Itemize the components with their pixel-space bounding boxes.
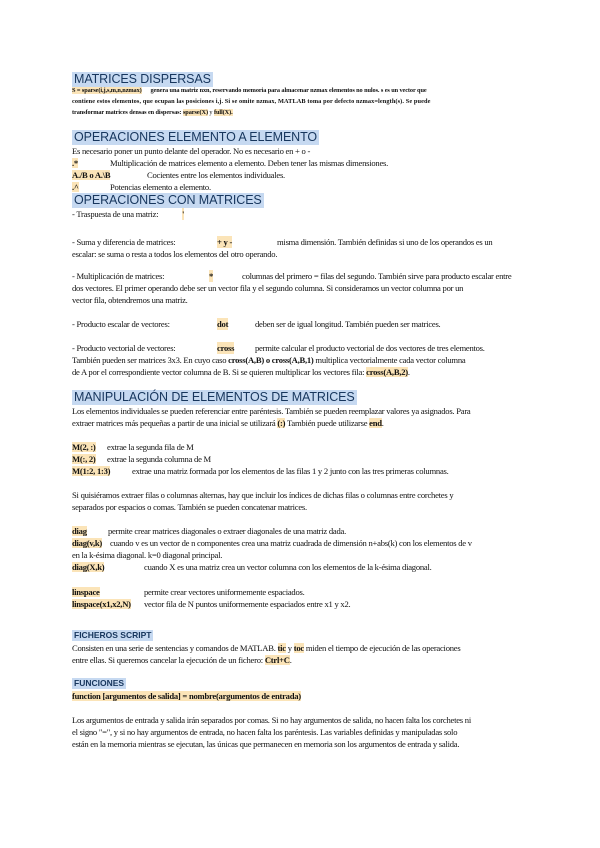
manip-p1-line-1: Los elementos individuales se pueden referenciar entre paréntesis. También se pueden reemplazar valores ya asignados. Para xyxy=(72,406,471,416)
heading-funciones: FUNCIONES xyxy=(74,678,125,688)
linspace2-row: linspace(x1,x2,N) vector fila de N puntos uniformemente espaciados entre x1 y x2. xyxy=(72,599,351,609)
idx-row-1: M(2, :) extrae la segunda fila de M xyxy=(72,442,194,452)
suma-line-1: - Suma y diferencia de matrices: + y - misma dimensión. También definidas si uno de los operandos es un xyxy=(72,237,493,247)
diag-row: diag permite crear matrices diagonales o extraer diagonales de una matriz dada. xyxy=(72,526,346,536)
heading-elemento-a-elemento: OPERACIONES ELEMENTO A ELEMENTO xyxy=(74,130,318,144)
diagvk-row: diag(v,k) cuando v es un vector de n componentes crea una matriz cuadrada de dimensión n+abs(k) con los elementos de v xyxy=(72,538,472,548)
suma-line-2: escalar: se suma o resta a todos los elementos del otro operando. xyxy=(72,249,278,259)
dot-line: - Producto escalar de vectores: dot deben ser de igual longitud. También pueden ser matrices. xyxy=(72,319,441,329)
sparse-line-2: contiene estos elementos, que ocupan las posiciones i,j. Si se omite nzmax, MATLAB toma por defecto nzmax=length(s). Se puede xyxy=(72,98,431,105)
sparse-code: S = sparse(i,j,s,m,n,nzmax) xyxy=(72,87,142,94)
diagXk-row: diag(X,k) cuando X es una matriz crea un vector columna con los elementos de la k-ésima diagonal. xyxy=(72,562,432,572)
elem-row-div: A./B o A.\B Cocientes entre los elementos individuales. xyxy=(72,170,285,180)
func-line-3: están en la memoria mientras se ejecutan, las únicas que permanecen en memoria son los argumentos de entrada y salida. xyxy=(72,739,460,749)
idx-row-2: M(:, 2) extrae la segunda columna de M xyxy=(72,454,211,464)
script-line-2: entre ellas. Si queremos cancelar la ejecución de un fichero: Ctrl+C. xyxy=(72,655,292,665)
func-line-2: el signo "=", y si no hay argumentos de entrada, no hacen falta los paréntesis. Las variables definidas y manipuladas solo xyxy=(72,727,458,737)
diagvk-line-2: en la k-ésima diagonal. k=0 diagonal principal. xyxy=(72,550,223,560)
func-line-1: Los argumentos de entrada y salida irán separados por comas. Si no hay argumentos de salida, no hacen falta los corchetes ni xyxy=(72,715,471,725)
idx-row-3: M(1:2, 1:3) extrae una matriz formada por los elementos de las filas 1 y 2 junto con las tres primeras columnas. xyxy=(72,466,449,476)
mult-line-2: dos vectores. El primer operando debe ser un vector fila y el segundo columna. Si consideramos un vector columna por un xyxy=(72,283,464,293)
heading-operaciones-matrices: OPERACIONES CON MATRICES xyxy=(74,193,262,207)
heading-manipulacion: MANIPULACIÓN DE ELEMENTOS DE MATRICES xyxy=(74,390,355,404)
heading-matrices-dispersas: MATRICES DISPERSAS xyxy=(74,72,211,86)
heading-ficheros-script: FICHEROS SCRIPT xyxy=(74,630,152,640)
cross-line-3: de A por el correspondiente vector columna de B. Si se quieren multiplicar los vectores fila: cross(A,B,2). xyxy=(72,367,410,377)
elem-intro: Es necesario poner un punto delante del operador. No es necesario en + o - xyxy=(72,146,311,156)
cross-line-2: También pueden ser matrices 3x3. En cuyo caso cross(A,B) o cross(A,B,1) multiplica vectorialmente cada vector columna xyxy=(72,355,466,365)
manip-p2-line-2: separados por espacios o comas. También se pueden concatenar matrices. xyxy=(72,502,307,512)
mult-line-3: vector fila, obtendremos una matriz. xyxy=(72,295,188,305)
cross-line-1: - Producto vectorial de vectores: cross permite calcular el producto vectorial de dos vectores de tres elementos. xyxy=(72,343,485,353)
elem-row-pow: .^ Potencias elemento a elemento. xyxy=(72,182,211,192)
manip-p2-line-1: Si quisiéramos extraer filas o columnas alternas, hay que incluir los índices de dichas filas o columnas entre corchetes y xyxy=(72,490,454,500)
linspace-row: linspace permite crear vectores uniformemente espaciados. xyxy=(72,587,305,597)
sparse-line-3: transformar matrices densas en dispersas: sparse(X) y full(X). xyxy=(72,109,233,116)
elem-row-mult: .* Multiplicación de matrices elemento a elemento. Deben tener las mismas dimensiones. xyxy=(72,158,389,168)
sparse-line-1: S = sparse(i,j,s,m,n,nzmax) genera una matriz nxn, reservando memoria para almacenar nzmax elementos no nulos. s es un vector que xyxy=(72,87,427,94)
mult-line-1: - Multiplicación de matrices: * columnas del primero = filas del segundo. También sirve para producto escalar entre xyxy=(72,271,512,281)
transp-line: - Traspuesta de una matriz: ' xyxy=(72,209,185,219)
manip-p1-line-2: extraer matrices más pequeñas a partir de una inicial se utilizará (:) También puede utilizarse end. xyxy=(72,418,384,428)
function-signature: function [argumentos de salida] = nombre(argumentos de entrada) xyxy=(72,691,301,701)
script-line-1: Consisten en una serie de sentencias y comandos de MATLAB. tic y toc miden el tiempo de ejecución de las operaciones xyxy=(72,643,461,653)
